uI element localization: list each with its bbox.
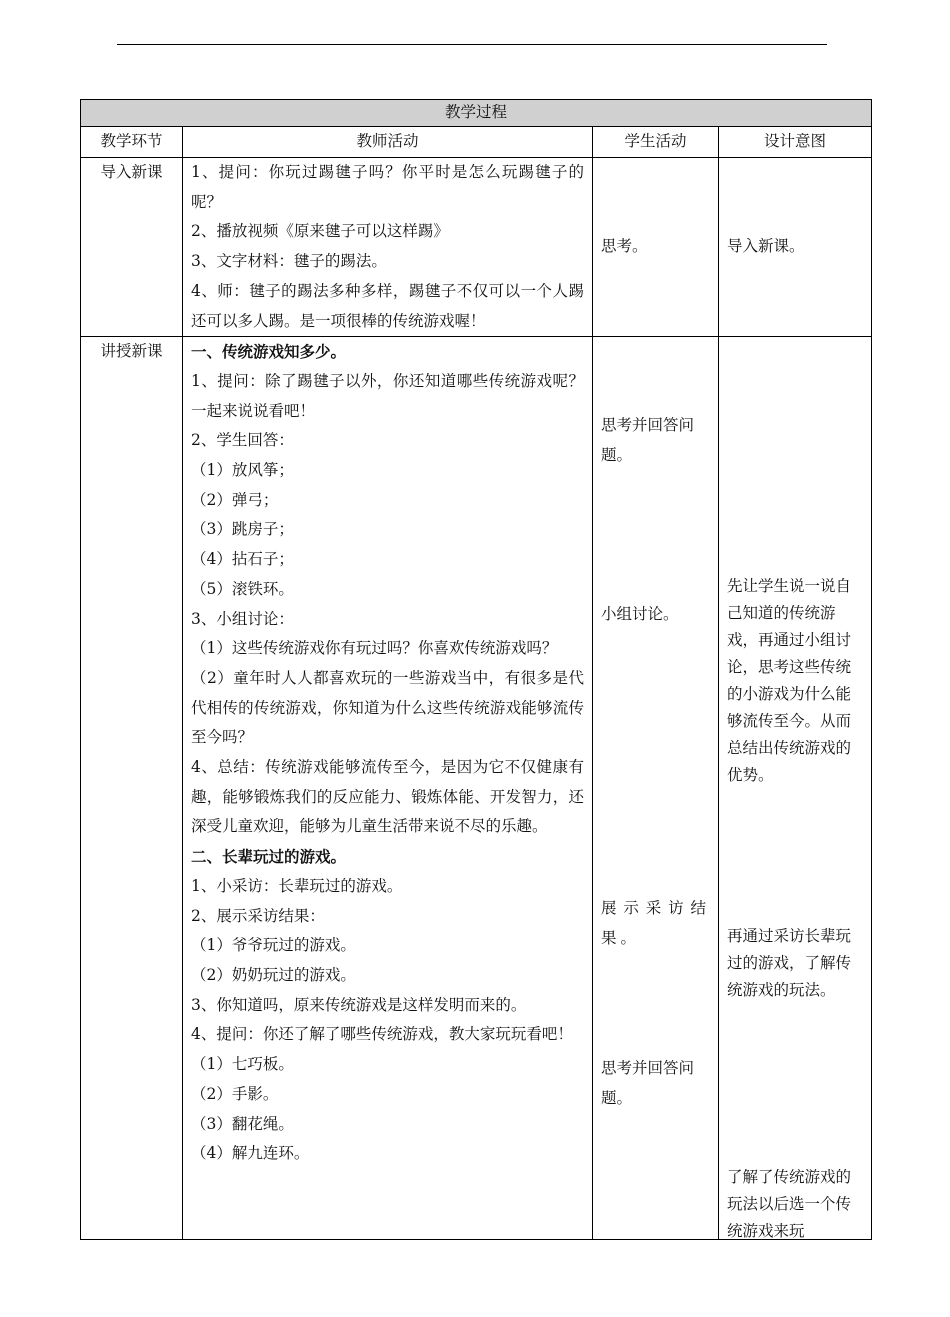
header-stage: 教学环节 [81,127,183,158]
teach-teacher-line: （2）手影。 [191,1084,279,1103]
intro-stage: 导入新课 [81,158,183,337]
intro-intent-cell [719,158,872,337]
table-row-intro [81,158,872,337]
student-activity: 小组讨论。 [601,605,679,624]
teach-teacher-line: 4、提问：你还了解了哪些传统游戏，教大家玩玩看吧！ [191,1025,573,1044]
teach-teacher-line: （1）这些传统游戏你有玩过吗？你喜欢传统游戏吗？ [191,639,558,658]
table-title-row [81,100,872,127]
header-student: 学生活动 [593,127,719,158]
teach-teacher-line: 4、总结：传统游戏能够流传至今，是因为它不仅健康有趣，能够锻炼我们的反应能力、锻炼体能、开发智力，还深受儿童欢迎，能够为儿童生活带来说不尽的乐趣。 [191,758,584,836]
teach-teacher-line: （3）翻花绳。 [191,1114,294,1133]
student-activity: 思考并回答问题。 [601,1059,695,1107]
teaching-process-table [80,99,872,1240]
teach-teacher-line: （4）解九连环。 [191,1144,310,1163]
teach-teacher-line: （1）爷爷玩过的游戏。 [191,936,356,955]
teach-teacher-line: （1）七巧板。 [191,1055,294,1074]
teach-teacher-line: （4）拈石子； [191,550,294,569]
intro-teacher-line: 3、文字材料：毽子的踢法。 [191,252,387,271]
teach-teacher-line: （1）放风筝； [191,461,294,480]
intro-teacher-line: 1、提问：你玩过踢毽子吗？你平时是怎么玩踢毽子的呢？ [191,163,584,211]
table-header-row [81,127,872,158]
intro-student-cell [593,158,719,337]
teach-teacher-line: 3、小组讨论： [191,609,294,628]
table-row-teach [81,337,872,1240]
design-intent: 先让学生说一说自己知道的传统游戏，再通过小组讨论，思考这些传统的小游戏为什么能够流传至今。从而总结出传统游戏的优势。 [727,577,852,785]
intro-teacher-line: 2、播放视频《原来毽子可以这样踢》 [191,222,449,241]
intro-teacher-line: 4、师：毽子的踢法多种多样，踢毽子不仅可以一个人踢还可以多人踢。是一项很棒的传统游戏喔！ [191,281,584,330]
teach-teacher-line: 3、你知道吗，原来传统游戏是这样发明而来的。 [191,995,527,1014]
section-heading: 一、传统游戏知多少。 [191,342,347,362]
header-rule [117,44,827,45]
header-teacher: 教师活动 [183,127,593,158]
teach-teacher-line: （3）跳房子； [191,520,294,539]
teach-stage: 讲授新课 [81,337,183,1240]
design-intent: 再通过采访长辈玩过的游戏，了解传统游戏的玩法。 [727,927,852,1000]
teach-teacher-line: 2、学生回答： [191,431,294,450]
teach-teacher-line: （5）滚铁环。 [191,579,294,598]
teach-teacher-cell [183,337,593,1240]
teach-teacher-line: 1、小采访：长辈玩过的游戏。 [191,876,403,895]
design-intent: 了解了传统游戏的玩法以后选一个传统游戏来玩 [727,1168,852,1241]
intro-teacher-cell [183,158,593,337]
teach-teacher-line: （2）奶奶玩过的游戏。 [191,965,356,984]
student-activity: 思考并回答问题。 [601,416,695,464]
intro-intent-text: 导入新课。 [727,237,805,256]
intro-student-text: 思考。 [601,237,648,256]
teach-student-cell [593,337,719,1240]
teach-teacher-line: 2、展示采访结果： [191,906,325,925]
section-heading: 二、长辈玩过的游戏。 [191,847,347,867]
teach-teacher-line: （2）童年时人人都喜欢玩的一些游戏当中，有很多是代代相传的传统游戏，你知道为什么这些传统游戏能够流传至今吗？ [191,668,584,747]
table-title: 教学过程 [81,100,872,127]
teach-teacher-line: （2）弹弓； [191,490,279,509]
student-activity: 展示采访结果。 [601,899,710,947]
teach-teacher-line: 1、提问：除了踢毽子以外，你还知道哪些传统游戏呢？一起来说说看吧！ [191,371,584,420]
teach-intent-cell [719,337,872,1240]
header-intent: 设计意图 [719,127,872,158]
